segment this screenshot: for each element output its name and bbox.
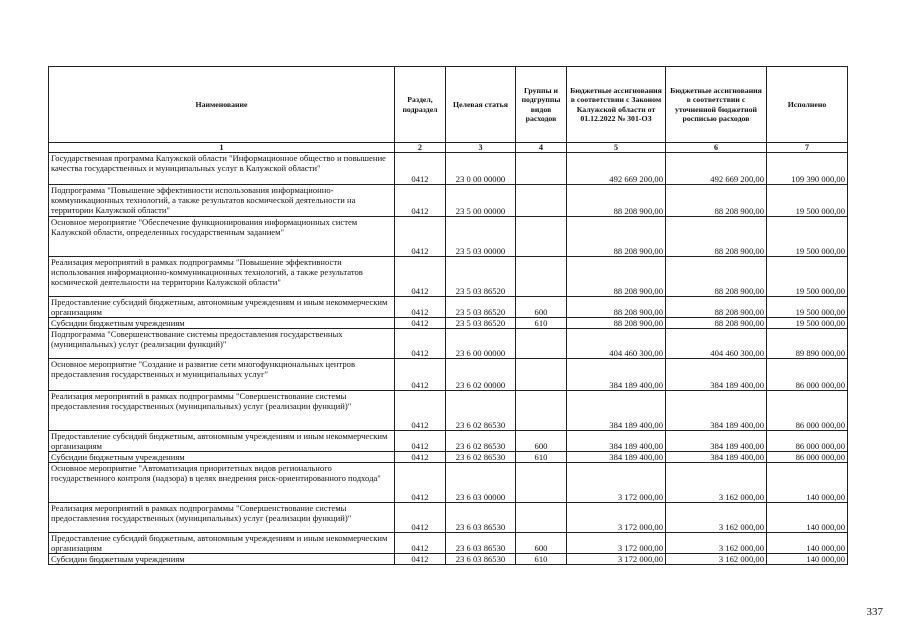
row-name: Реализация мероприятий в рамках подпрограммы "Совершенствование системы предоставления государственных (муниципальных) услуг (реализации функций)" <box>49 503 395 533</box>
table-row <box>49 185 848 217</box>
row-law-budget: 88 208 900,00 <box>567 217 666 257</box>
row-section: 0412 <box>395 463 446 503</box>
row-name: Основное мероприятие "Создание и развитие сети многофункциональных центров предоставления государственных и муниципальных услуг" <box>49 359 395 391</box>
row-name: Подпрограмма "Повышение эффективности использования информационно-коммуникационных технологий, а также результатов космической деятельности на территории Калужской области" <box>49 185 395 217</box>
row-refined-budget: 384 189 400,00 <box>666 359 767 391</box>
row-target-article: 23 6 02 86530 <box>446 452 516 463</box>
row-target-article: 23 5 03 00000 <box>446 217 516 257</box>
header-execution: Исполнено <box>767 67 848 143</box>
row-expense-group <box>516 257 567 297</box>
row-refined-budget: 3 162 000,00 <box>666 503 767 533</box>
row-refined-budget: 3 162 000,00 <box>666 554 767 565</box>
row-expense-group <box>516 359 567 391</box>
table-row <box>49 503 848 533</box>
row-name: Предоставление субсидий бюджетным, автономным учреждениям и иным некоммерческим организациям <box>49 431 395 452</box>
row-law-budget: 3 172 000,00 <box>567 533 666 554</box>
header-section: Раздел, подраздел <box>395 67 446 143</box>
row-expense-group <box>516 503 567 533</box>
row-name: Субсидии бюджетным учреждениям <box>49 554 395 565</box>
table-row <box>49 554 848 565</box>
header-groups: Группы и подгруппы видов расходов <box>516 67 567 143</box>
row-section: 0412 <box>395 503 446 533</box>
column-number-row <box>49 143 848 153</box>
table-row <box>49 297 848 318</box>
row-section: 0412 <box>395 329 446 359</box>
table-header-row <box>49 67 848 143</box>
page-number: 337 <box>866 606 883 618</box>
row-refined-budget: 3 162 000,00 <box>666 463 767 503</box>
column-number: 4 <box>516 143 567 153</box>
row-section: 0412 <box>395 554 446 565</box>
row-refined-budget: 88 208 900,00 <box>666 257 767 297</box>
row-executed: 19 500 000,00 <box>767 257 848 297</box>
row-name: Реализация мероприятий в рамках подпрограммы "Повышение эффективности использования информационно-коммуникационных технологий, а также результатов космической деятельности на территории Калужской области" <box>49 257 395 297</box>
row-executed: 109 390 000,00 <box>767 153 848 185</box>
row-refined-budget: 88 208 900,00 <box>666 318 767 329</box>
row-target-article: 23 6 00 00000 <box>446 329 516 359</box>
row-section: 0412 <box>395 431 446 452</box>
row-refined-budget: 88 208 900,00 <box>666 297 767 318</box>
row-law-budget: 492 669 200,00 <box>567 153 666 185</box>
row-executed: 140 000,00 <box>767 463 848 503</box>
column-number: 7 <box>767 143 848 153</box>
row-section: 0412 <box>395 297 446 318</box>
row-expense-group: 610 <box>516 554 567 565</box>
row-name: Предоставление субсидий бюджетным, автономным учреждениям и иным некоммерческим организациям <box>49 297 395 318</box>
row-target-article: 23 5 03 86520 <box>446 257 516 297</box>
row-name: Субсидии бюджетным учреждениям <box>49 452 395 463</box>
row-section: 0412 <box>395 153 446 185</box>
row-name: Предоставление субсидий бюджетным, автономным учреждениям и иным некоммерческим организациям <box>49 533 395 554</box>
row-refined-budget: 384 189 400,00 <box>666 431 767 452</box>
table-row <box>49 463 848 503</box>
row-executed: 86 000 000,00 <box>767 431 848 452</box>
table-row <box>49 257 848 297</box>
row-executed: 89 890 000,00 <box>767 329 848 359</box>
table-row <box>49 217 848 257</box>
row-law-budget: 404 460 300,00 <box>567 329 666 359</box>
row-name: Основное мероприятие "Обеспечение функционирования информационных систем Калужской области, определенных государственным заданием" <box>49 217 395 257</box>
header-refined-budget: Бюджетные ассигнования в соответствии с уточненной бюджетной росписью расходов <box>666 67 767 143</box>
row-expense-group: 600 <box>516 431 567 452</box>
column-number: 6 <box>666 143 767 153</box>
row-target-article: 23 6 03 86530 <box>446 533 516 554</box>
table-row <box>49 318 848 329</box>
row-target-article: 23 5 03 86520 <box>446 318 516 329</box>
row-section: 0412 <box>395 257 446 297</box>
row-executed: 86 000 000,00 <box>767 359 848 391</box>
table-row <box>49 359 848 391</box>
header-law-budget: Бюджетные ассигнования в соответствии с Законом Калужской области от 01.12.2022 № 301-ОЗ <box>567 67 666 143</box>
column-number: 3 <box>446 143 516 153</box>
row-name: Основное мероприятие "Автоматизация приоритетных видов регионального государственного контроля (надзора) в целях внедрения риск-ориентированного подхода" <box>49 463 395 503</box>
row-section: 0412 <box>395 318 446 329</box>
row-section: 0412 <box>395 217 446 257</box>
row-executed: 86 000 000,00 <box>767 452 848 463</box>
row-target-article: 23 6 02 86530 <box>446 391 516 431</box>
row-executed: 19 500 000,00 <box>767 297 848 318</box>
row-target-article: 23 6 03 86530 <box>446 503 516 533</box>
row-target-article: 23 5 00 00000 <box>446 185 516 217</box>
row-name: Субсидии бюджетным учреждениям <box>49 318 395 329</box>
row-target-article: 23 6 03 86530 <box>446 554 516 565</box>
budget-execution-table <box>48 66 848 565</box>
row-law-budget: 88 208 900,00 <box>567 185 666 217</box>
row-law-budget: 88 208 900,00 <box>567 257 666 297</box>
table-body <box>49 153 848 565</box>
row-executed: 19 500 000,00 <box>767 217 848 257</box>
row-expense-group <box>516 217 567 257</box>
row-name: Государственная программа Калужской области "Информационное общество и повышение качества государственных и муниципальных услуг в Калужской области" <box>49 153 395 185</box>
row-expense-group: 600 <box>516 533 567 554</box>
row-executed: 140 000,00 <box>767 503 848 533</box>
row-refined-budget: 492 669 200,00 <box>666 153 767 185</box>
table-row <box>49 153 848 185</box>
table-row <box>49 391 848 431</box>
row-section: 0412 <box>395 533 446 554</box>
table-row <box>49 452 848 463</box>
row-refined-budget: 384 189 400,00 <box>666 391 767 431</box>
row-law-budget: 3 172 000,00 <box>567 503 666 533</box>
row-target-article: 23 0 00 00000 <box>446 153 516 185</box>
row-executed: 86 000 000,00 <box>767 391 848 431</box>
row-law-budget: 384 189 400,00 <box>567 431 666 452</box>
row-law-budget: 3 172 000,00 <box>567 554 666 565</box>
table-row <box>49 329 848 359</box>
row-law-budget: 384 189 400,00 <box>567 452 666 463</box>
table-row <box>49 533 848 554</box>
row-law-budget: 384 189 400,00 <box>567 359 666 391</box>
row-refined-budget: 404 460 300,00 <box>666 329 767 359</box>
row-executed: 140 000,00 <box>767 554 848 565</box>
row-target-article: 23 6 02 86530 <box>446 431 516 452</box>
column-number: 5 <box>567 143 666 153</box>
row-refined-budget: 88 208 900,00 <box>666 185 767 217</box>
row-expense-group: 600 <box>516 297 567 318</box>
row-law-budget: 384 189 400,00 <box>567 391 666 431</box>
row-executed: 140 000,00 <box>767 533 848 554</box>
row-law-budget: 88 208 900,00 <box>567 318 666 329</box>
row-refined-budget: 3 162 000,00 <box>666 533 767 554</box>
header-name: Наименование <box>49 67 395 143</box>
row-refined-budget: 88 208 900,00 <box>666 217 767 257</box>
row-law-budget: 3 172 000,00 <box>567 463 666 503</box>
row-law-budget: 88 208 900,00 <box>567 297 666 318</box>
row-name: Подпрограмма "Совершенствование системы предоставления государственных (муниципальных) услуг (реализации функций)" <box>49 329 395 359</box>
row-expense-group: 610 <box>516 318 567 329</box>
row-expense-group <box>516 391 567 431</box>
column-number: 1 <box>49 143 395 153</box>
row-expense-group <box>516 329 567 359</box>
row-refined-budget: 384 189 400,00 <box>666 452 767 463</box>
row-executed: 19 500 000,00 <box>767 185 848 217</box>
row-target-article: 23 6 03 00000 <box>446 463 516 503</box>
row-executed: 19 500 000,00 <box>767 318 848 329</box>
row-expense-group <box>516 153 567 185</box>
column-number: 2 <box>395 143 446 153</box>
row-section: 0412 <box>395 391 446 431</box>
row-section: 0412 <box>395 185 446 217</box>
row-section: 0412 <box>395 452 446 463</box>
row-expense-group <box>516 463 567 503</box>
row-name: Реализация мероприятий в рамках подпрограммы "Совершенствование системы предоставления государственных (муниципальных) услуг (реализации функций)" <box>49 391 395 431</box>
row-target-article: 23 5 03 86520 <box>446 297 516 318</box>
table-row <box>49 431 848 452</box>
row-section: 0412 <box>395 359 446 391</box>
row-expense-group <box>516 185 567 217</box>
row-expense-group: 610 <box>516 452 567 463</box>
header-target: Целевая статья <box>446 67 516 143</box>
row-target-article: 23 6 02 00000 <box>446 359 516 391</box>
